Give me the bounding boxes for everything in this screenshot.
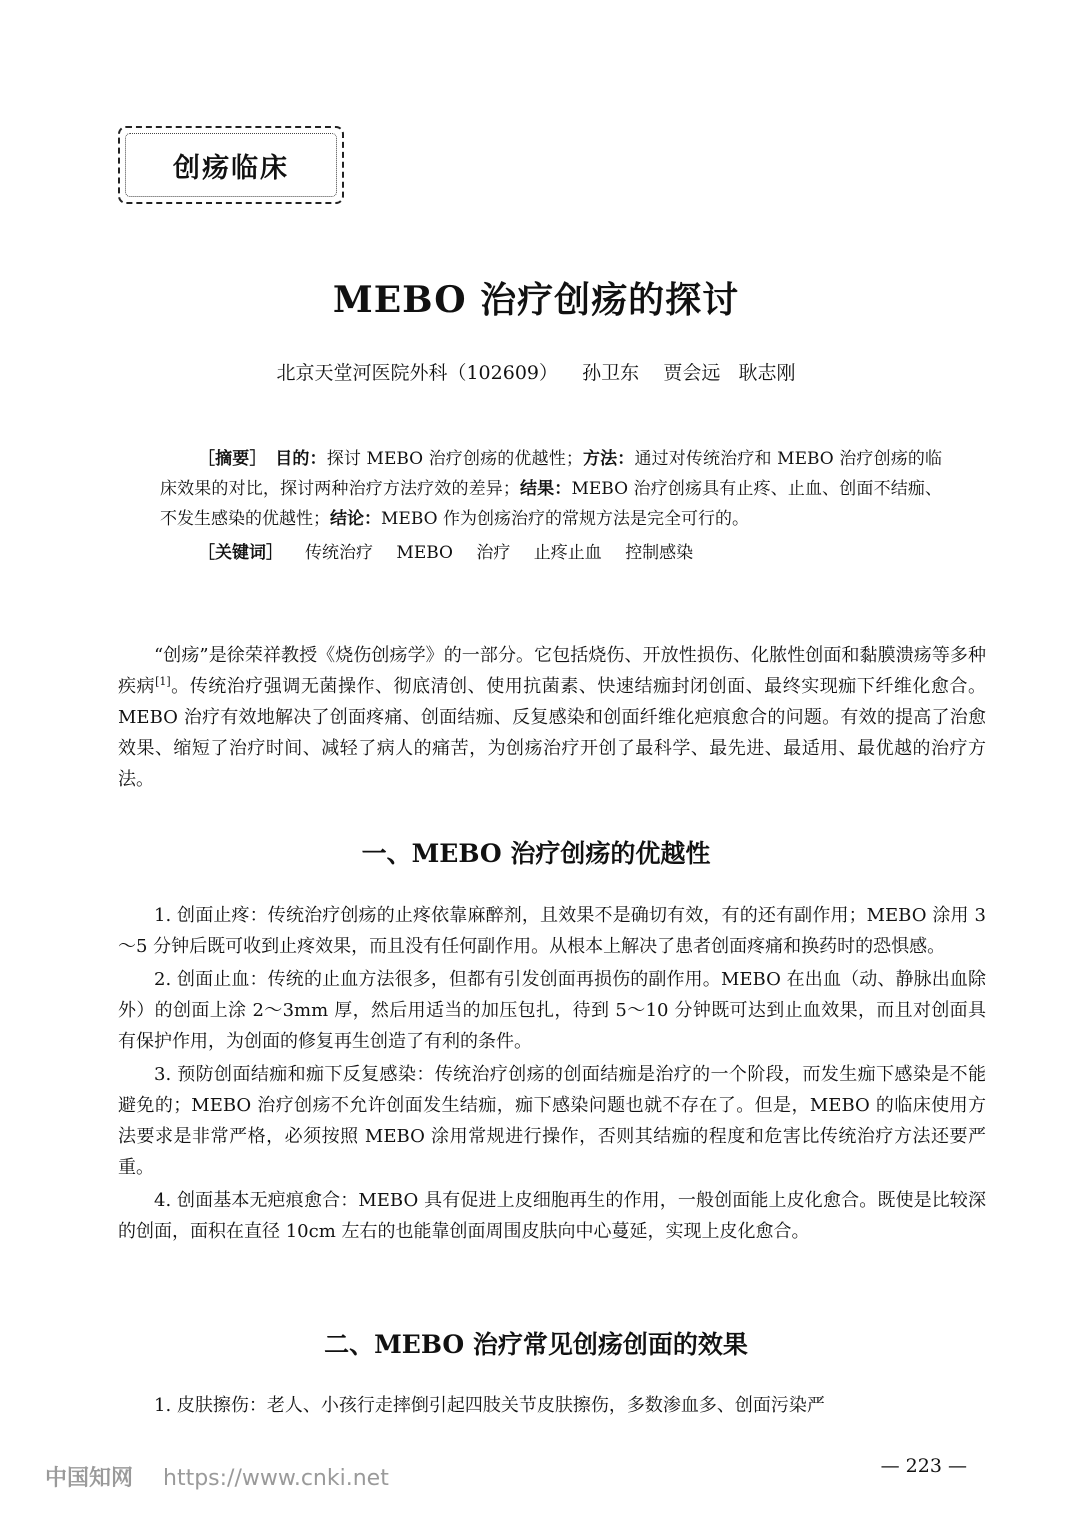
conclusion-label: 结论： [330,509,381,529]
intro-paragraph [118,640,986,795]
keywords [160,538,942,568]
keyword-item: 传统治疗 [305,543,373,563]
section-label: 创疡临床 [173,152,289,184]
keyword-item: 止疼止血 [533,543,602,563]
watermark [45,1461,389,1492]
article-title: MEBO 治疗创疡的探讨 [332,279,740,321]
section-2-paragraph: 1. 皮肤擦伤：老人、小孩行走摔倒引起四肢关节皮肤擦伤，多数渗血多、创面污染严 [154,1395,825,1416]
keyword-item: 控制感染 [625,543,694,563]
citation-ref: [1] [155,675,171,688]
intro-text-1: “创疡”是徐荣祥教授《烧伤创疡学》的一部分。它包括烧伤、开放性损伤、化脓性创面和黏膜溃疡等多种疾病 [118,645,986,697]
author-3: 耿志刚 [738,362,796,384]
abstract [160,444,942,568]
result-label: 结果： [519,479,572,499]
objective-label: 目的： [275,449,327,469]
author-2: 贾会远 [663,362,721,384]
section-label-box [118,126,344,204]
author-1: 孙卫东 [582,362,640,384]
section-1-paragraph: 3. 预防创面结痂和痂下反复感染：传统治疗创疡的创面结痂是治疗的一个阶段，而发生痂下感染是不能避免的；MEBO 治疗创疡不允许创面发生结痂，痂下感染问题也就不存在了。但是，MEBO 的临床使用方法要求是非常严格，必须按照 MEBO 涂用常规进行操作，否则其结痂的程度和危害比传统治疗方法还要严重。 [118,1064,986,1178]
abstract-text [160,444,942,534]
method-label: 方法： [582,449,635,469]
method-text: 通过对传统治疗和 MEBO 治疗创疡的临床效果的对比，探讨两种治疗方法疗效的差异； [160,449,943,499]
section-1-paragraph: 1. 创面止疼：传统治疗创疡的止疼依靠麻醉剂，且效果不是确切有效，有的还有副作用；MEBO 涂用 3～5 分钟后既可收到止疼效果，而且没有任何副作用。从根本上解决了患者创面疼痛和换药时的恐惧感。 [118,905,986,957]
section-1-heading: 一、MEBO 治疗创疡的优越性 [361,839,711,868]
section-1-body [118,900,986,1249]
watermark-url[interactable]: https://www.cnki.net [163,1466,389,1491]
abstract-label: ［摘要］ [198,449,259,469]
intro-text-2: 。传统治疗强调无菌操作、彻底清创、使用抗菌素、快速结痂封闭创面、最终实现痂下纤维化愈合。MEBO 治疗有效地解决了创面疼痛、创面结痂、反复感染和创面纤维化疤痕愈合的问题。有效的提高了治愈效果、缩短了治疗时间、减轻了病人的痛苦，为创疡治疗开创了最科学、最先进、最适用、最优越的治疗方法。 [118,676,986,790]
section-2-heading: 二、MEBO 治疗常见创疡创面的效果 [324,1330,748,1359]
byline [0,358,1072,385]
intro-section [118,640,986,797]
section-2-body [118,1390,986,1423]
keywords-label: ［关键词］ [198,543,283,563]
watermark-logo: 中国知网 [45,1466,134,1491]
result-text: MEBO 治疗创疡具有止疼、止血、创面不结痂、不发生感染的优越性； [160,479,943,529]
section-1-paragraph: 2. 创面止血：传统的止血方法很多，但都有引发创面再损伤的副作用。MEBO 在出血（动、静脉出血除外）的创面上涂 2～3mm 厚，然后用适当的加压包扎，待到 5～10 分钟既可达到止血效果，而且对创面具有保护作用，为创面的修复再生创造了有利的条件。 [118,969,986,1052]
objective-text: 探讨 MEBO 治疗创疡的优越性； [326,449,583,469]
affiliation: 北京天堂河医院外科（102609） [276,362,558,384]
keyword-item: MEBO 治疗 [396,543,511,563]
section-1-paragraph: 4. 创面基本无疤痕愈合：MEBO 具有促进上皮细胞再生的作用，一般创面能上皮化愈合。既使是比较深的创面，面积在直径 10cm 左右的也能靠创面周围皮肤向中心蔓延，实现上皮化愈合。 [118,1190,986,1242]
conclusion-text: MEBO 作为创疡治疗的常规方法是完全可行的。 [381,509,749,529]
page-number: — 223 — [880,1455,967,1477]
